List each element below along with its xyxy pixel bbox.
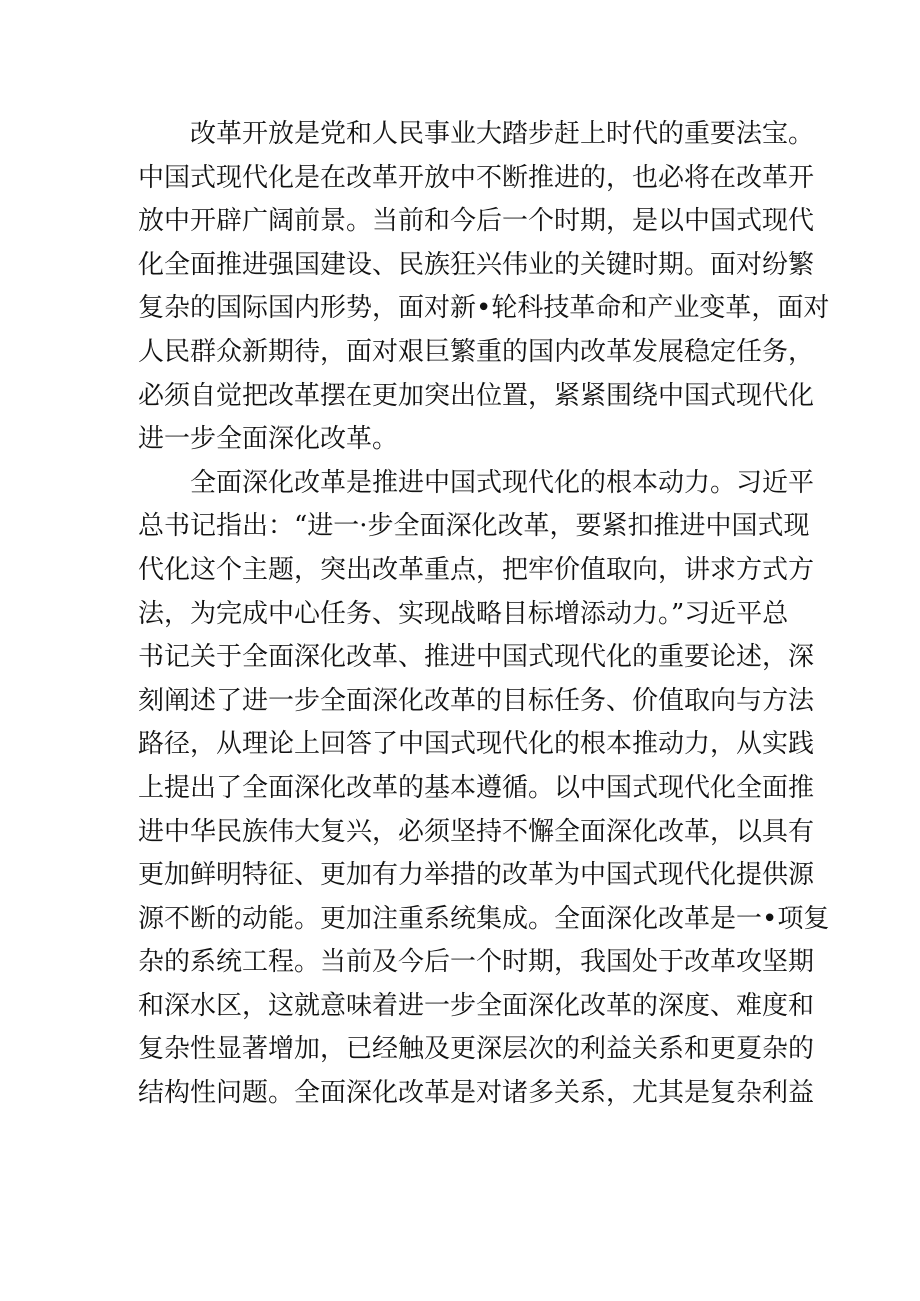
paragraph-1-line-6: 人民群众新期待，面对艰巨繁重的国内改革发展稳定任务， [138, 336, 815, 367]
paragraph-1-line-2: 中国式现代化是在改革开放中不断推进的，也必将在改革开 [138, 162, 815, 193]
paragraph-1 [138, 113, 830, 462]
paragraph-2-line-8: 上提出了全面深化改革的基本遵循。以中国式现代化全面推 [138, 772, 815, 803]
paragraph-2-line-5: 书记关于全面深化改革、推进中国式现代化的重要论述，深 [138, 642, 815, 673]
paragraph-1-line-7: 必须自觉把改革摆在更加突出位置，紧紧围绕中国式现代化 [138, 380, 815, 411]
paragraph-1-line-5: 复杂的国际国内形势，面对新•轮科技革命和产业变革，面对 [138, 293, 830, 324]
paragraph-2 [138, 462, 830, 1116]
paragraph-1-line-1: 改革开放是党和人民事业大踏步赶上时代的重要法宝。 [190, 119, 815, 149]
document-page [138, 113, 830, 1116]
paragraph-2-line-7: 路径，从理论上回答了中国式现代化的根本推动力，从实践 [138, 729, 815, 760]
paragraph-1-line-3: 放中开辟广阔前景。当前和今后一个时期，是以中国式现代 [138, 206, 815, 237]
paragraph-2-line-11: 源不断的动能。更加注重系统集成。全面深化改革是一•项复 [138, 903, 830, 934]
paragraph-2-line-4: 法，为完成中心任务、实现战略目标增添动力。”习近平总 [138, 598, 789, 629]
paragraph-2-line-12: 杂的系统工程。当前及今后一个时期，我国处于改革攻坚期 [138, 947, 815, 978]
paragraph-2-line-6: 刻阐述了进一步全面深化改革的目标任务、价值取向与方法 [138, 685, 815, 716]
paragraph-2-line-15: 结构性问题。全面深化改革是对诸多关系，尤其是复杂利益 [138, 1078, 815, 1109]
paragraph-2-line-14: 复杂性显著增加，已经触及更深层次的利益关系和更夏杂的 [138, 1034, 815, 1065]
paragraph-2-line-3: 代化这个主题，突出改革重点，把牢价值取向，讲求方式方 [138, 554, 815, 585]
paragraph-2-line-9: 进中华民族伟大复兴，必须坚持不懈全面深化改革，以具有 [138, 816, 815, 847]
paragraph-1-line-4: 化全面推进强国建设、民族狂兴伟业的关键时期。面对纷繁 [138, 249, 815, 280]
paragraph-2-line-13: 和深水区，这就意味着进一步全面深化改革的深度、难度和 [138, 990, 815, 1021]
paragraph-1-line-8: 进一步全面深化改革。 [138, 424, 399, 455]
paragraph-2-line-2: 总书记指出：“进一·步全面深化改革，要紧扣推进中国式现 [138, 511, 810, 542]
paragraph-2-line-10: 更加鲜明特征、更加有力举措的改革为中国式现代化提供源 [138, 860, 815, 891]
paragraph-2-line-1: 全面深化改革是推进中国式现代化的根本动力。习近平 [190, 467, 815, 498]
